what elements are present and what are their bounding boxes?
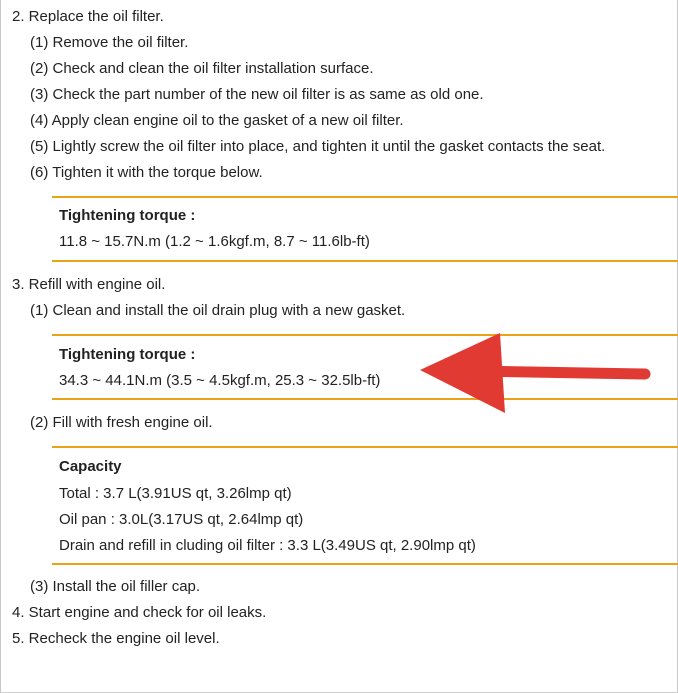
step-2-substep-6: (6) Tighten it with the torque below.: [30, 164, 263, 181]
step-2-heading: 2. Replace the oil filter.: [12, 8, 164, 25]
torque-note-2-value: 34.3 ~ 44.1N.m (3.5 ~ 4.5kgf.m, 25.3 ~ 32.5lb-ft): [59, 372, 381, 389]
step-5-heading: 5. Recheck the engine oil level.: [12, 630, 220, 647]
step-2-substep-2: (2) Check and clean the oil filter installation surface.: [30, 60, 374, 77]
step-3-substep-1: (1) Clean and install the oil drain plug with a new gasket.: [30, 302, 406, 319]
step-2-substep-4: (4) Apply clean engine oil to the gasket of a new oil filter.: [30, 112, 404, 129]
capacity-box: [52, 446, 678, 565]
step-4-heading: 4. Start engine and check for oil leaks.: [12, 604, 267, 621]
step-2-substep-3: (3) Check the part number of the new oil filter is as same as old one.: [30, 86, 484, 103]
torque-note-1-value: 11.8 ~ 15.7N.m (1.2 ~ 1.6kgf.m, 8.7 ~ 11.6lb-ft): [59, 233, 370, 250]
step-3-heading: 3. Refill with engine oil.: [12, 276, 166, 293]
step-2-substep-5: (5) Lightly screw the oil filter into place, and tighten it until the gasket contacts the seat.: [30, 138, 606, 155]
step-3-substep-2: (2) Fill with fresh engine oil.: [30, 414, 213, 431]
step-2-substep-1: (1) Remove the oil filter.: [30, 34, 189, 51]
capacity-oil-pan: Oil pan : 3.0L(3.17US qt, 2.64lmp qt): [59, 511, 304, 528]
capacity-drain-refill: Drain and refill in cluding oil filter : 3.3 L(3.49US qt, 2.90lmp qt): [59, 537, 476, 554]
capacity-title: Capacity: [59, 458, 122, 475]
capacity-total: Total : 3.7 L(3.91US qt, 3.26lmp qt): [59, 485, 292, 502]
torque-note-2-title: Tightening torque :: [59, 346, 196, 363]
torque-note-box-2: [52, 334, 678, 400]
torque-note-1-title: Tightening torque :: [59, 207, 196, 224]
torque-note-box-1: [52, 196, 678, 262]
step-3-substep-3: (3) Install the oil filler cap.: [30, 578, 201, 595]
